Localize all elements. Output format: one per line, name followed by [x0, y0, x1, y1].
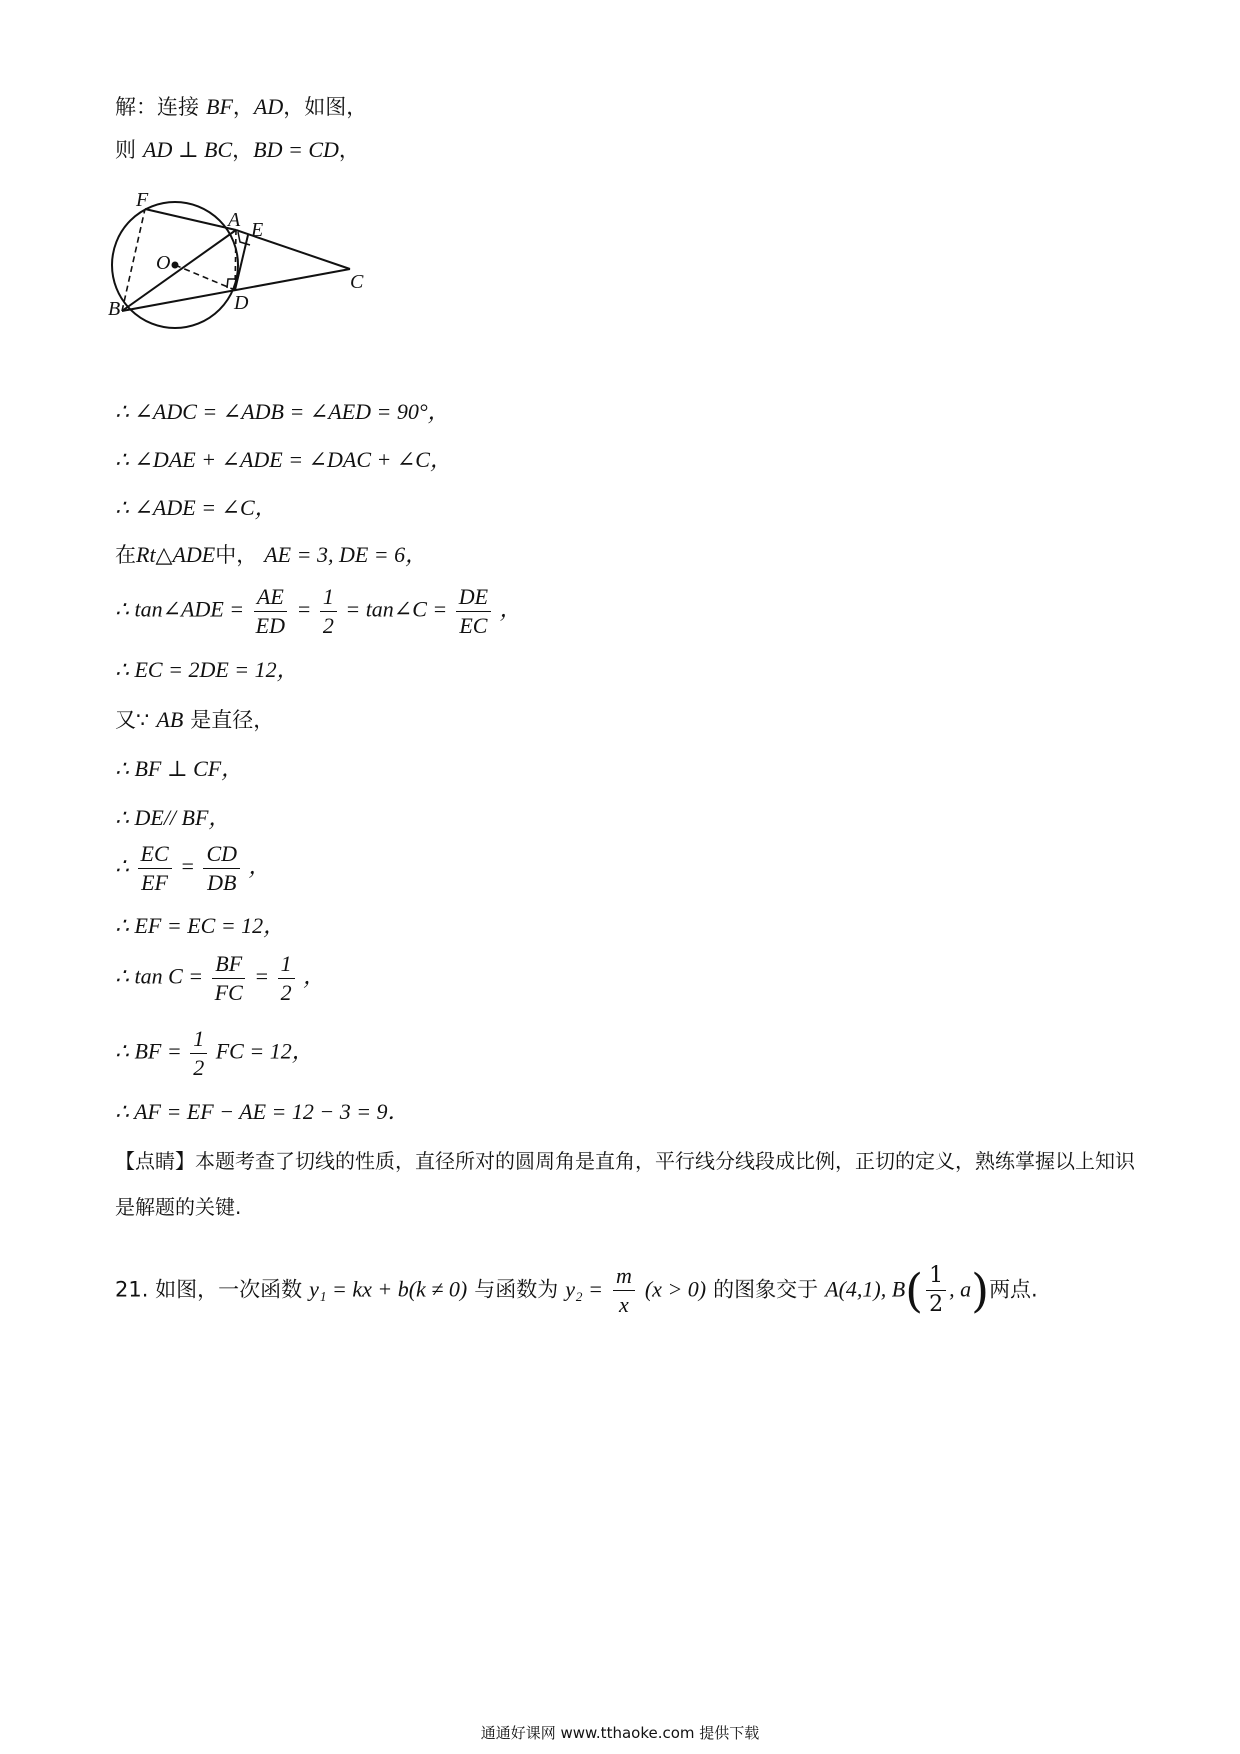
- fraction-cd-db: $\frac{CD}{DB}$: [203, 840, 240, 897]
- fraction-ae-ed: $\frac{AE}{ED}$: [255, 584, 285, 638]
- right-paren: ): [971, 1263, 990, 1318]
- fraction-ec-ef: $\frac{EC}{EF}$: [138, 840, 172, 897]
- solution-line-13: ∴ EF = EC = 12，: [115, 913, 286, 938]
- fraction-de-ec: $\frac{DE}{EC}$: [456, 583, 491, 640]
- center-point-o: [172, 262, 179, 269]
- geometry-figure: [110, 190, 420, 370]
- solution-line-6: 在Rt△ADE中， AE = 3, DE = 6，: [115, 542, 428, 567]
- label-a: A: [228, 209, 241, 231]
- segment-ba: [122, 230, 236, 311]
- solution-line-4: ∴ ∠DAE + ∠ADE = ∠DAC + ∠C，: [115, 447, 452, 472]
- label-e: E: [251, 219, 264, 241]
- solution-line-14: ∴ tan C = $\frac{BF}{FC}$ = $\frac{1}{2}$ ，: [115, 951, 326, 1005]
- solution-line-9: 又∵ AB 是直径，: [115, 707, 275, 732]
- solution-line-8: ∴ EC = 2DE = 12，: [115, 657, 299, 682]
- segment-od-dashed: [175, 265, 235, 290]
- footer-source: 通通好课网 www.tthaoke.com 提供下载: [480, 1724, 760, 1742]
- solution-line-15: ∴ BF = $\frac{1}{2}$ FC = 12，: [115, 1026, 314, 1080]
- segment-bf-dashed: [122, 209, 145, 311]
- label-f: F: [136, 189, 149, 211]
- solution-line-5: ∴ ∠ADE = ∠C，: [115, 495, 277, 520]
- fraction-one-half-2: $\frac{1}{2}$: [278, 950, 295, 1007]
- question-21: 21. 如图，一次函数 y₁ = kx + b(k ≠ 0) 与函数为 y₂ = $\frac{m}{x}$ (x > 0) 的图象交于 A(4,1), B( $\frac{1}{2}$ , a)两点.: [115, 1263, 1038, 1318]
- solution-line-16: ∴ AF = EF − AE = 12 − 3 = 9．: [115, 1099, 410, 1124]
- fraction-m-x: $\frac{m}{x}$: [613, 1262, 635, 1319]
- fraction-one-half: $\frac{1}{2}$: [320, 583, 337, 640]
- label-d: D: [234, 292, 249, 314]
- solution-line-1: 解：连接 BF，AD，如图，: [115, 94, 368, 119]
- segment-fa: [145, 209, 236, 230]
- fraction-one-half-3: $\frac{1}{2}$: [190, 1025, 207, 1082]
- solution-line-10: ∴ BF ⊥ CF，: [115, 756, 244, 781]
- fraction-b-x: $\frac{1}{2}$: [926, 1262, 946, 1319]
- solution-line-7: ∴ tan∠ADE = $\frac{AE}{ED}$ = $\frac{1}{2}$ = tan∠C = $\frac{DE}{EC}$ ，: [115, 584, 522, 638]
- solution-line-11: ∴ DE// BF，: [115, 805, 231, 830]
- key-point-note: 【点睛】本题考查了切线的性质，直径所对的圆周角是直角，平行线分线段成比例，正切的定义，熟练掌握以上知识是解题的关键.: [115, 1149, 1135, 1219]
- label-b: B: [108, 298, 121, 320]
- left-paren: (: [905, 1263, 924, 1318]
- solution-line-3: ∴ ∠ADC = ∠ADB = ∠AED = 90°，: [115, 399, 450, 424]
- label-c: C: [350, 271, 364, 293]
- label-o: O: [156, 252, 171, 274]
- solution-line-2: 则 AD ⊥ BC，BD = CD，: [115, 137, 360, 162]
- solution-line-12: ∴ $\frac{EC}{EF}$ = $\frac{CD}{DB}$ ，: [115, 841, 271, 895]
- fraction-bf-fc: $\frac{BF}{FC}$: [212, 950, 246, 1007]
